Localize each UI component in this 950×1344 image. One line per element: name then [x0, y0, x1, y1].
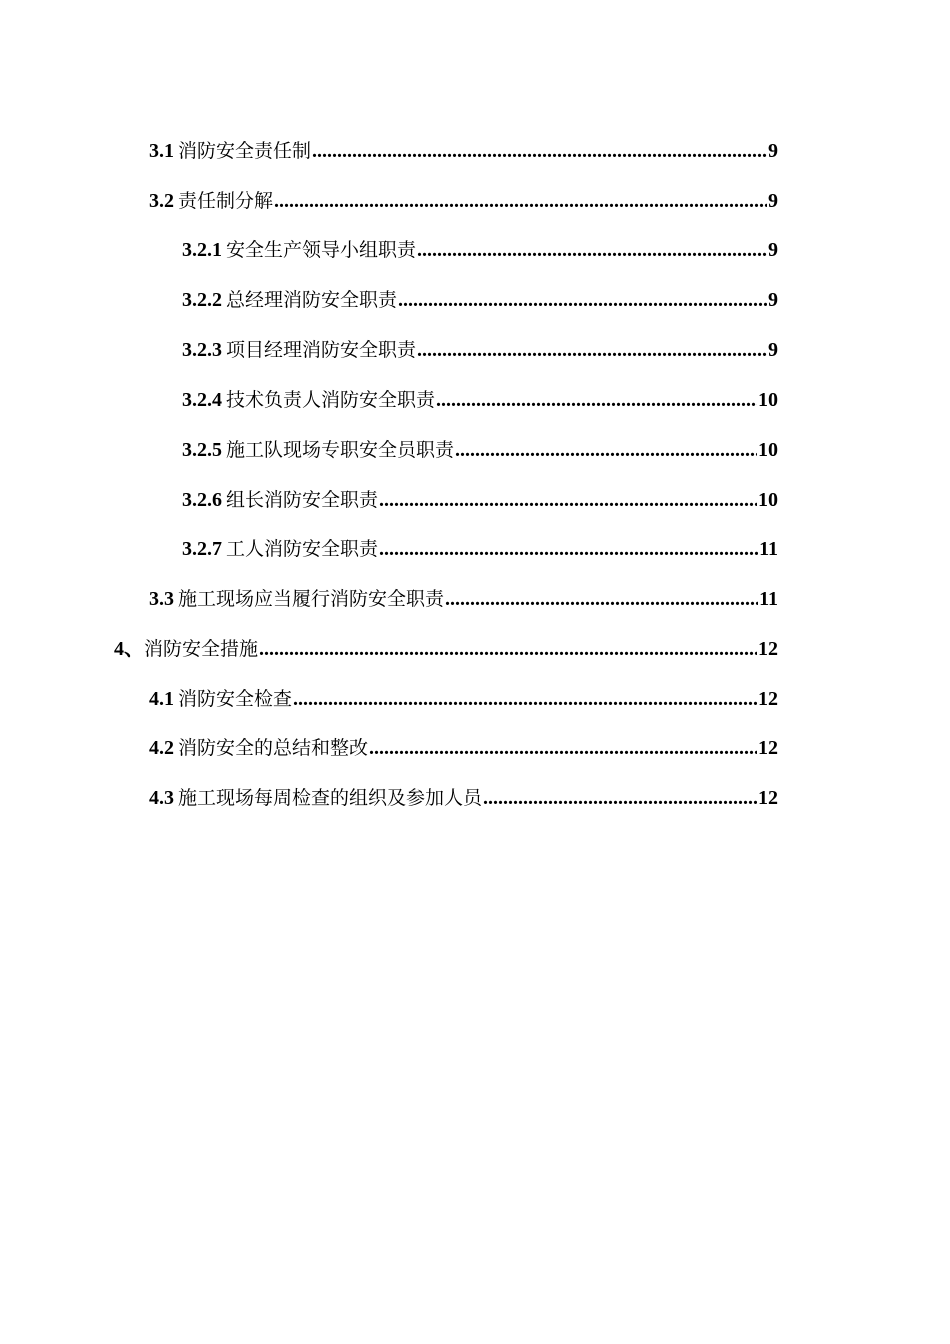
toc-entry-title: 技术负责人消防安全职责: [226, 389, 436, 411]
toc-entry-page: 9: [768, 339, 778, 361]
toc-entry-number: 4、: [114, 638, 144, 660]
toc-entry-title: 消防安全措施: [144, 638, 259, 660]
toc-entry-page: 10: [758, 389, 778, 411]
dot-leader: [293, 685, 757, 713]
toc-entry[interactable]: [182, 286, 778, 314]
toc-entry[interactable]: [149, 137, 778, 165]
toc-entry-number: 3.2.2: [182, 289, 222, 311]
toc-entry-number: 4.2: [149, 737, 174, 759]
toc-entry-page: 12: [758, 638, 778, 660]
toc-entry-number: 3.2.3: [182, 339, 222, 361]
toc-entry-title: 施工现场每周检查的组织及参加人员: [178, 787, 483, 809]
toc-entry-title: 工人消防安全职责: [226, 538, 379, 560]
toc-entry-title: 消防安全的总结和整改: [178, 737, 369, 759]
toc-entry[interactable]: [182, 236, 778, 264]
toc-entry[interactable]: [182, 535, 778, 563]
toc-entry-number: 3.2.4: [182, 389, 222, 411]
toc-entry[interactable]: [114, 635, 778, 663]
toc-entry-page: 11: [759, 588, 778, 610]
toc-entry-title: 施工现场应当履行消防安全职责: [178, 588, 445, 610]
toc-entry-page: 12: [758, 737, 778, 759]
toc-entry-page: 11: [759, 538, 778, 560]
toc-entry-number: 4.3: [149, 787, 174, 809]
toc-entry-title: 消防安全检查: [178, 688, 293, 710]
toc-entry-number: 3.2.6: [182, 489, 222, 511]
dot-leader: [259, 635, 757, 663]
toc-entry[interactable]: [182, 336, 778, 364]
dot-leader: [379, 535, 758, 563]
toc-entry[interactable]: [149, 685, 778, 713]
toc-entry-number: 3.2: [149, 190, 174, 212]
toc-entry[interactable]: [149, 784, 778, 812]
toc-entry[interactable]: [149, 734, 778, 762]
toc-entry-title: 组长消防安全职责: [226, 489, 379, 511]
toc-entry[interactable]: [149, 187, 778, 215]
toc-entry-number: 3.2.1: [182, 239, 222, 261]
toc-entry-title: 项目经理消防安全职责: [226, 339, 417, 361]
dot-leader: [455, 436, 757, 464]
toc-entry-title: 安全生产领导小组职责: [226, 239, 417, 261]
toc-entry-title: 施工队现场专职安全员职责: [226, 439, 455, 461]
dot-leader: [312, 137, 767, 165]
dot-leader: [483, 784, 757, 812]
toc-entry-number: 4.1: [149, 688, 174, 710]
dot-leader: [417, 336, 767, 364]
dot-leader: [369, 734, 757, 762]
dot-leader: [274, 187, 767, 215]
toc-entry-page: 10: [758, 489, 778, 511]
toc-entry[interactable]: [149, 585, 778, 613]
toc-entry-title: 消防安全责任制: [178, 140, 312, 162]
toc-entry-title: 责任制分解: [178, 190, 274, 212]
dot-leader: [445, 585, 758, 613]
toc-entry-number: 3.1: [149, 140, 174, 162]
toc-entry-number: 3.3: [149, 588, 174, 610]
dot-leader: [417, 236, 767, 264]
toc-entry-number: 3.2.7: [182, 538, 222, 560]
toc-entry-page: 9: [768, 190, 778, 212]
toc-entry-page: 12: [758, 787, 778, 809]
toc-entry-page: 9: [768, 140, 778, 162]
toc-entry-page: 9: [768, 239, 778, 261]
dot-leader: [398, 286, 767, 314]
toc-entry-title: 总经理消防安全职责: [226, 289, 398, 311]
toc-entry-page: 9: [768, 289, 778, 311]
toc-entry[interactable]: [182, 486, 778, 514]
toc-entry[interactable]: [182, 436, 778, 464]
toc-entry-page: 10: [758, 439, 778, 461]
dot-leader: [379, 486, 757, 514]
toc-entry[interactable]: [182, 386, 778, 414]
dot-leader: [436, 386, 757, 414]
toc-entry-number: 3.2.5: [182, 439, 222, 461]
toc-entry-page: 12: [758, 688, 778, 710]
